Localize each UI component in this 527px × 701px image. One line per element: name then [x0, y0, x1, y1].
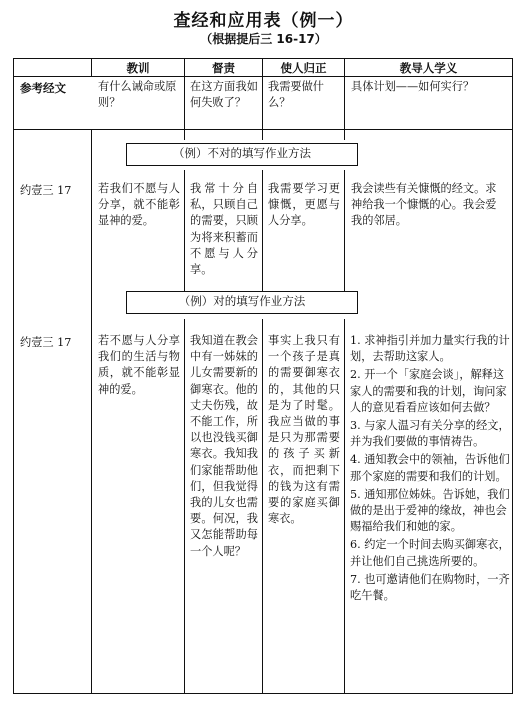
- wrong-example-reproof: 我常十分自私，只顾自己的需要，只顾为将来积蓄而不愿与人分享。: [190, 182, 258, 277]
- col-divider: [344, 170, 345, 303]
- right-example-correction: 事实上我只有一个孩子是真的需要御寒衣的，其他的只是为了时髦。我应当做的事是只为那需要的孩子买新衣，而把剩下的钱为这有需要的家庭买御寒衣。: [268, 334, 340, 526]
- plan-step: 7. 也可邀请他们在购物时，一齐吃午餐。: [350, 572, 510, 603]
- col-divider: [262, 170, 263, 303]
- header-teaching: 教训: [126, 61, 150, 75]
- plan-step: 6. 约定一个时间去购买御寒衣，并让他们自己挑选所要的。: [350, 538, 510, 568]
- plan-step: 4. 通知教会中的领袖，告诉他们那个家庭的需要和我们的计划。: [350, 453, 510, 483]
- right-example-ref: 约壹三 17: [20, 336, 72, 349]
- page-subtitle: （根据提后三 16-17）: [200, 32, 327, 46]
- plan-step: 3. 与家人温习有关分享的经文，并为我们要做的事情祷告。: [350, 419, 510, 449]
- plan-step: 2. 开一个「家庭会谈」，解释这家人的需要和我的计划，询问家人的意见看看应该如何去做？: [350, 368, 507, 414]
- col-divider: [344, 319, 345, 693]
- row-label-scripture: 参考经文: [20, 81, 66, 95]
- wrong-example-ref: 约壹三 17: [20, 184, 72, 197]
- study-table: [13, 58, 513, 694]
- page-title: 查经和应用表（例一）: [173, 11, 354, 31]
- col-divider: [262, 319, 263, 693]
- wrong-example-teaching: 若我们不愿与人分享，就不能彰显神的爱。: [98, 182, 180, 228]
- wrong-example-training: 我会读些有关慷慨的经文。求神给我一个慷慨的心。我会爱我的邻居。: [351, 182, 497, 228]
- col-divider: [184, 170, 185, 303]
- col-divider: [91, 129, 92, 693]
- header-reproof: 督责: [212, 61, 235, 75]
- right-example-teaching: 若不愿与人分享我们的生活与物质，就不能彰显神的爱。: [98, 334, 180, 396]
- plan-step: 5. 通知那位姊妹。告诉她，我们做的是出于爱神的缘故，神也会赐福给我们和她的家。: [350, 487, 510, 534]
- right-example-reproof: 我知道在教会中有一姊妹的儿女需要新的御寒衣。他的丈夫伤残，故不能工作，所以也没钱买御寒衣。我知我们家能帮助他们，但我觉得我的儿女也需要。何况，我又怎能帮助每一个人呢？: [190, 334, 258, 558]
- prompt-reproof: 在这方面我如何失败了？: [190, 80, 258, 110]
- prompt-teaching: 有什么诫命或原则？: [98, 80, 177, 110]
- prompt-training: 具体计划——如何实行？: [351, 80, 475, 93]
- banner-right-example: （例）对的填写作业方法: [126, 291, 358, 314]
- wrong-example-correction: 我需要学习更慷慨，更愿与人分享。: [268, 182, 340, 228]
- header-correction: 使人归正: [280, 61, 327, 75]
- prompt-divider: [14, 129, 512, 130]
- plan-step: 1. 求神指引并加力量实行我的计划，去帮助这家人。: [350, 334, 510, 364]
- header-training: 教导人学义: [399, 61, 458, 75]
- right-example-plan: [350, 333, 510, 604]
- banner-wrong-example: （例）不对的填写作业方法: [126, 143, 358, 166]
- prompt-correction: 我需要做什么？: [268, 80, 324, 110]
- col-divider: [184, 319, 185, 693]
